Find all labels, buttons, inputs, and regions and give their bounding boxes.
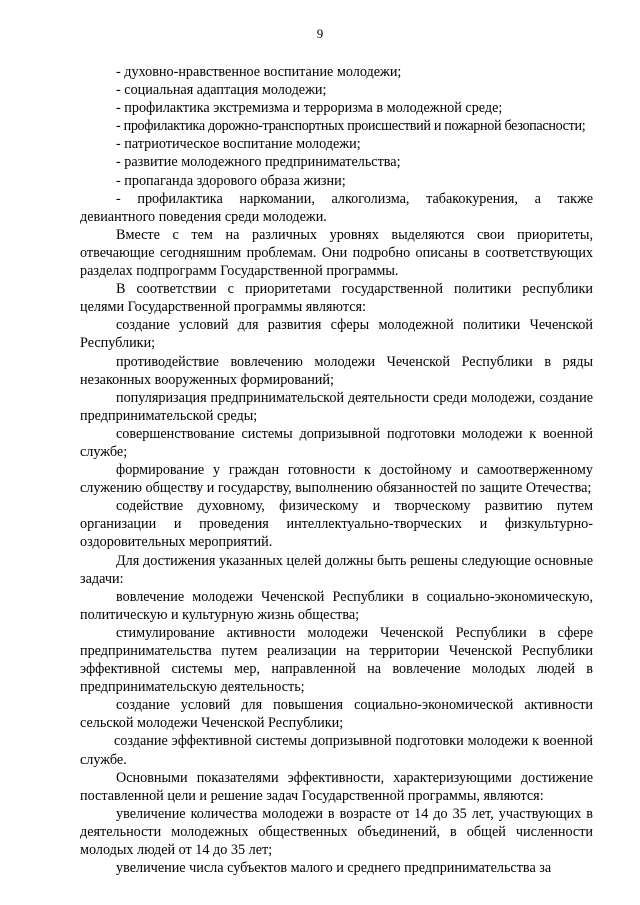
paragraph: Основными показателями эффективности, характеризующими достижение поставленной цели и решение задач Государственной программы, являются: <box>80 769 593 804</box>
list-item: - развитие молодежного предпринимательства; <box>116 154 401 171</box>
paragraph: создание условий для развития сферы молодежной политики Чеченской Республики; <box>80 317 593 352</box>
paragraph: противодействие вовлечению молодежи Чеченской Республики в ряды незаконных вооруженных формирований; <box>80 353 593 388</box>
list-item: - патриотическое воспитание молодежи; <box>116 136 361 153</box>
paragraph: создание условий для повышения социально-экономической активности сельской молодежи Чеченской Республики; <box>80 697 593 732</box>
list-item: - пропаганда здорового образа жизни; <box>116 172 346 189</box>
paragraph: увеличение количества молодежи в возрасте от 14 до 35 лет, участвующих в деятельности молодежных общественных объединений, в общей численности молодых людей от 14 до 35 лет; <box>80 805 593 859</box>
paragraph: создание эффективной системы допризывной подготовки молодежи к военной службе. <box>80 733 593 768</box>
document-body <box>80 63 593 877</box>
paragraph: Вместе с тем на различных уровнях выделяются свои приоритеты, отвечающие сегодняшним проблемам. Они подробно описаны в соответствующих разделах подпрограмм Государственной программы. <box>80 226 593 280</box>
paragraph: содействие духовному, физическому и творческому развитию путем организации и проведения интеллектуально-творческих и физкультурно-оздоровительных мероприятий. <box>80 498 593 551</box>
paragraph: вовлечение молодежи Чеченской Республики в социально-экономическую, политическую и культурную жизнь общества; <box>80 588 593 623</box>
paragraph: формирование у граждан готовности к достойному и самоотверженному служению обществу и государству, выполнению обязанностей по защите Отечества; <box>80 462 593 497</box>
list-item: - профилактика экстремизма и терроризма в молодежной среде; <box>116 100 503 117</box>
paragraph: совершенствование системы допризывной подготовки молодежи к военной службе; <box>80 425 593 460</box>
list-item: - профилактика наркомании, алкоголизма, табакокурения, а также девиантного поведения среди молодежи. <box>80 190 593 225</box>
list-item: - социальная адаптация молодежи; <box>116 82 327 99</box>
paragraph: Для достижения указанных целей должны быть решены следующие основные задачи: <box>80 552 593 587</box>
page-number: 9 <box>316 26 324 41</box>
paragraph: увеличение числа субъектов малого и среднего предпринимательства за <box>116 860 552 877</box>
list-item: - профилактика дорожно-транспортных происшествий и пожарной безопасности; <box>116 118 586 135</box>
paragraph: стимулирование активности молодежи Чеченской Республики в сфере предпринимательства путем реализации на территории Чеченской Республики эффективной системы мер, направленной на вовлечение молодых людей в предпринимательскую деятельность; <box>80 624 593 696</box>
paragraph: популяризация предпринимательской деятельности среди молодежи, создание предпринимательской среды; <box>80 389 593 424</box>
list-item: - духовно-нравственное воспитание молодежи; <box>116 64 402 80</box>
paragraph: В соответствии с приоритетами государственной политики республики целями Государственной программы являются: <box>80 281 593 316</box>
